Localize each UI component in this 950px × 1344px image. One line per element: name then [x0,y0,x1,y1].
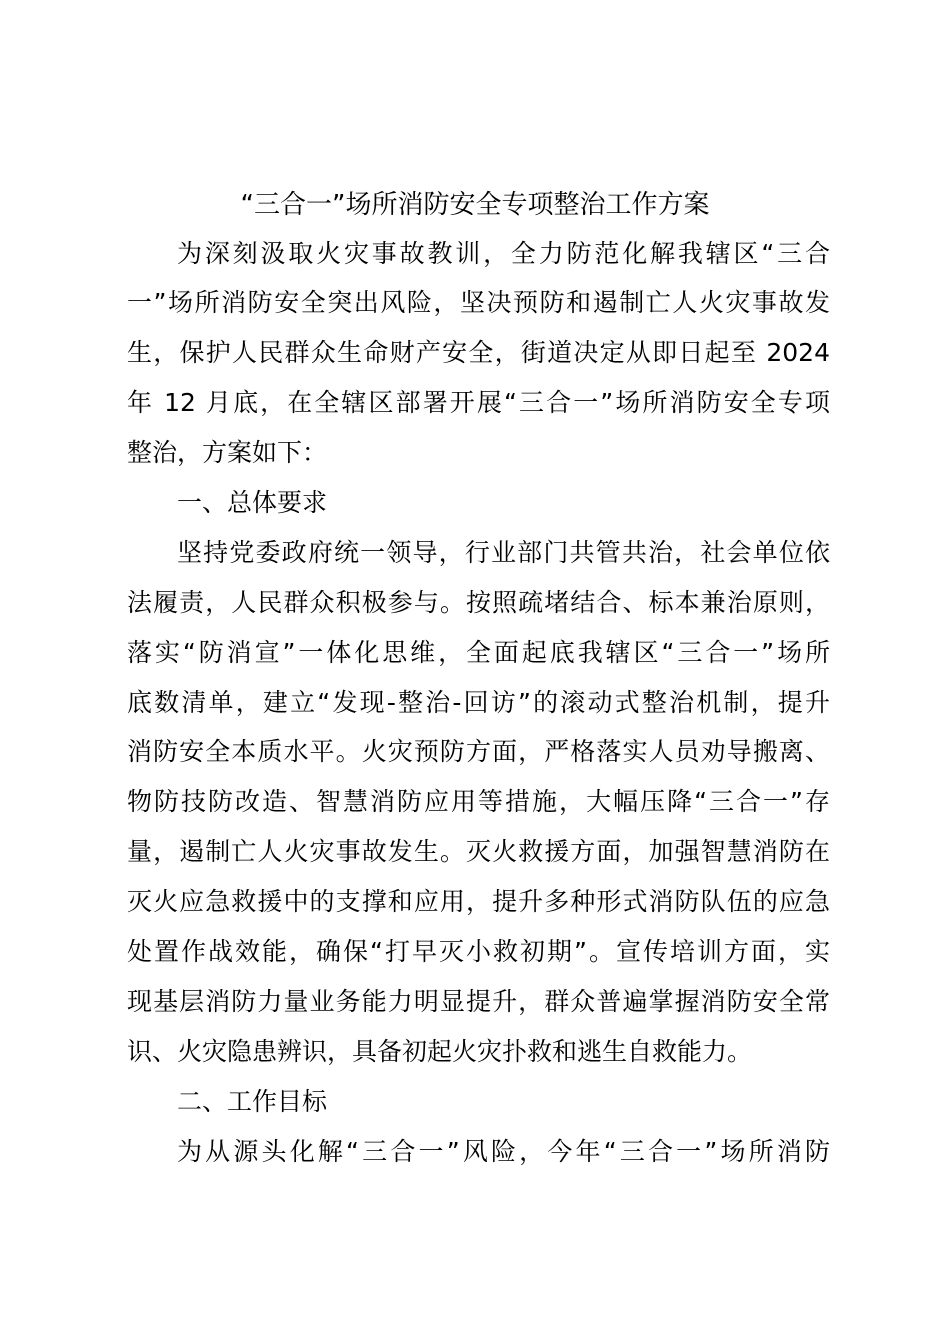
paragraph-line: 现基层消防力量业务能力明显提升，群众普遍掌握消防安全常 [127,987,830,1016]
paragraph-line: 生，保护人民群众生命财产安全，街道决定从即日起至 2024 [127,338,830,367]
paragraph-line: 一”场所消防安全突出风险，坚决预防和遏制亡人火灾事故发 [127,288,830,317]
paragraph-line: 消防安全本质水平。火灾预防方面，严格落实人员劝导搬离、 [127,737,830,766]
paragraph-line: 法履责，人民群众积极参与。按照疏堵结合、标本兼治原则， [127,588,830,617]
paragraph-line: 底数清单，建立“发现-整治-回访”的滚动式整治机制，提升 [127,688,830,717]
paragraph-line: 物防技防改造、智慧消防应用等措施，大幅压降“三合一”存 [127,787,830,816]
paragraph-line: 年 12 月底，在全辖区部署开展“三合一”场所消防安全专项 [127,388,830,417]
paragraph-line: 整治，方案如下： [127,438,328,467]
section-heading: 二、工作目标 [177,1087,328,1116]
document-title: “三合一”场所消防安全专项整治工作方案 [240,190,710,220]
paragraph-line: 灭火应急救援中的支撑和应用，提升多种形式消防队伍的应急 [127,887,830,916]
paragraph-line: 识、火灾隐患辨识，具备初起火灾扑救和逃生自救能力。 [127,1037,753,1066]
paragraph-line: 落实“防消宣”一体化思维，全面起底我辖区“三合一”场所 [127,638,830,667]
paragraph-line: 处置作战效能，确保“打早灭小救初期”。宣传培训方面，实 [127,937,830,966]
paragraph-line: 为从源头化解“三合一”风险，今年“三合一”场所消防 [177,1137,830,1166]
paragraph-line: 为深刻汲取火灾事故教训，全力防范化解我辖区“三合 [177,239,830,268]
section-heading: 一、总体要求 [177,488,328,517]
paragraph-line: 量，遏制亡人火灾事故发生。灭火救援方面，加强智慧消防在 [127,837,830,866]
paragraph-line: 坚持党委政府统一领导，行业部门共管共治，社会单位依 [177,538,830,567]
